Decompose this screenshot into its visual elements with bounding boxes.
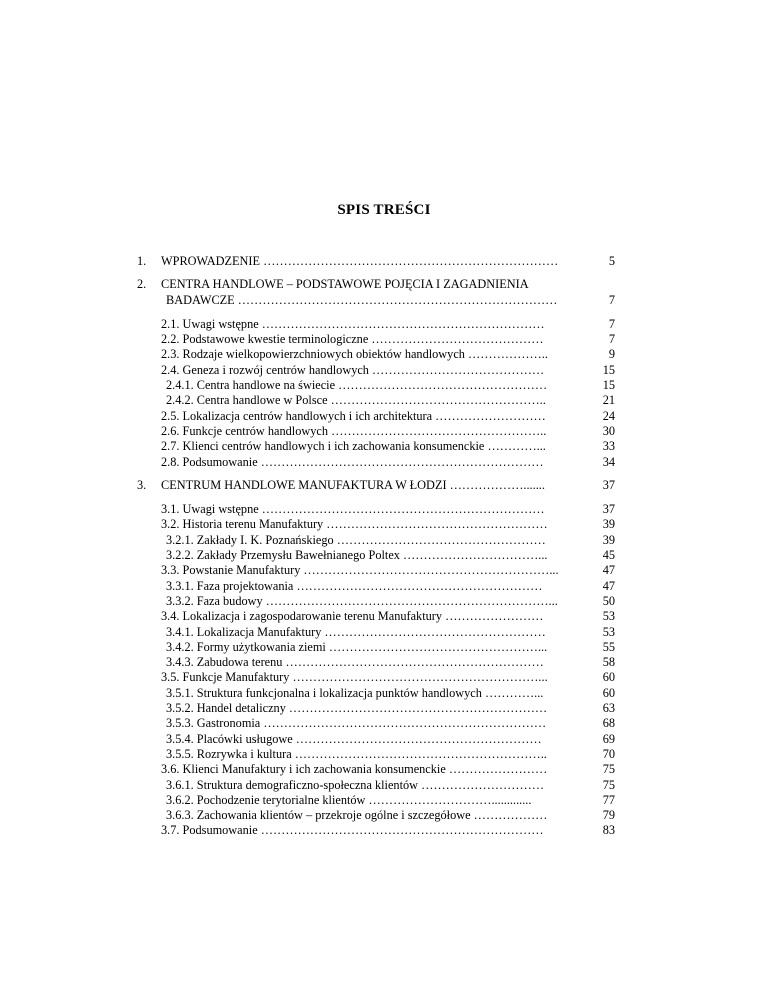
toc-entry-text: 2.5. Lokalizacja centrów handlowych i ich architektura ………………………	[161, 408, 546, 423]
toc-page-number: 39	[602, 532, 615, 547]
toc-entry	[137, 409, 615, 424]
toc-chapter-number: 2.	[137, 277, 147, 292]
toc-page-number: 24	[602, 408, 615, 423]
page-title: SPIS TREŚCI	[337, 202, 431, 218]
toc-page-number: 69	[602, 731, 615, 746]
toc-page-number: 53	[602, 624, 615, 639]
toc-entry-text: 3.3. Powstanie Manufaktury ……………………………………………………...	[161, 563, 559, 578]
toc-entry-text: 3.2. Historia terenu Manufaktury ………………………………………………	[161, 517, 548, 532]
toc-entry	[137, 762, 615, 777]
toc-entry-text: 3.2.2. Zakłady Przemysłu Bawełnianego Poltex ……………………………...	[166, 548, 548, 563]
toc-page-number: 47	[602, 578, 615, 593]
toc-page-number: 30	[602, 423, 615, 438]
toc-entry	[137, 378, 615, 393]
toc-page-number: 83	[602, 823, 615, 838]
toc-entry-text: 2.8. Podsumowanie ……………………………………………………………	[161, 454, 544, 469]
toc-entry	[137, 670, 615, 685]
toc-page-number: 7	[608, 292, 615, 307]
toc-page-number: 47	[602, 563, 615, 578]
toc-page-number: 45	[602, 548, 615, 563]
toc-page-number: 58	[602, 655, 615, 670]
toc-entry-text: 2.4. Geneza i rozwój centrów handlowych ……………………………………	[161, 362, 545, 377]
toc-page-number: 37	[602, 477, 615, 492]
toc-entry	[137, 716, 615, 731]
toc-page-number: 37	[602, 502, 615, 517]
toc-entry	[137, 455, 615, 470]
toc-entry-text: 3.4. Lokalizacja i zagospodarowanie terenu Manufaktury ……………………	[161, 609, 544, 624]
toc-entry-text: 3.3.2. Faza budowy ……………………………………………………………...	[166, 593, 558, 608]
toc-entry-text: CENTRA HANDLOWE – PODSTAWOWE POJĘCIA I ZAGADNIENIA	[161, 277, 529, 292]
toc-page-number: 60	[602, 685, 615, 700]
toc-entry-text: 2.4.1. Centra handlowe na świecie ……………………………………………	[166, 378, 548, 393]
toc-page-number: 33	[602, 439, 615, 454]
toc-section-3-list	[137, 502, 615, 839]
toc-chapter-1	[137, 254, 615, 269]
toc-page-number: 9	[608, 347, 615, 362]
toc-page-number: 21	[602, 393, 615, 408]
toc-entry	[137, 793, 615, 808]
toc-entry	[137, 563, 615, 578]
toc-entry-text: 3.4.3. Zabudowa terenu ………………………………………………………	[166, 655, 544, 670]
toc-entry-text: 2.2. Podstawowe kwestie terminologiczne ……………………………………	[161, 332, 544, 347]
toc-entry	[137, 609, 615, 624]
toc-entry	[137, 332, 615, 347]
toc-entry-text: 3.2.1. Zakłady I. K. Poznańskiego ……………………………………………	[166, 532, 546, 547]
toc-entry	[137, 778, 615, 793]
toc-page-number: 70	[602, 746, 615, 761]
toc-entry	[137, 363, 615, 378]
toc-page-number: 50	[602, 593, 615, 608]
toc-entry	[137, 548, 615, 563]
toc-entry-text: BADAWCZE ……………………………………………………………………	[166, 292, 558, 307]
toc-page-number: 60	[602, 670, 615, 685]
toc-page-number: 53	[602, 609, 615, 624]
toc-entry-text: 3.7. Podsumowanie ……………………………………………………………	[161, 823, 544, 838]
toc-entry	[137, 347, 615, 362]
toc-entry-text: WPROWADZENIE ………………………………………………………………	[161, 254, 559, 268]
toc-entry	[137, 517, 615, 532]
toc-page-number: 75	[602, 777, 615, 792]
toc-entry-text: 3.6. Klienci Manufaktury i ich zachowania konsumenckie ……………………	[161, 762, 548, 777]
toc-entry-text: 3.3.1. Faza projektowania ……………………………………………………	[166, 578, 543, 593]
toc-entry-text: 3.4.2. Formy użytkowania ziemi ……………………………………………...	[166, 639, 548, 654]
toc-entry	[137, 732, 615, 747]
toc-page-number: 39	[602, 517, 615, 532]
toc-entry-text: 2.6. Funkcje centrów handlowych ……………………………………………..	[161, 423, 547, 438]
toc-entry-text: 3.5.3. Gastronomia ……………………………………………………………	[166, 716, 547, 731]
toc-entry	[137, 640, 615, 655]
toc-chapter-2	[137, 277, 615, 292]
toc-entry-text: 3.6.3. Zachowania klientów – przekroje ogólne i szczegółowe ………………	[166, 808, 548, 823]
toc-page-number: 15	[602, 378, 615, 393]
toc-entry	[137, 808, 615, 823]
toc-page-number: 75	[602, 762, 615, 777]
toc-page-number: 63	[602, 701, 615, 716]
toc-entry-text: 3.5.2. Handel detaliczny ………………………………………………………	[166, 701, 548, 716]
toc-entry-text: 3.5. Funkcje Manufaktury ……………………………………………………...	[161, 670, 548, 685]
toc-page-number: 34	[602, 454, 615, 469]
toc-entry	[137, 579, 615, 594]
toc-entry	[137, 533, 615, 548]
toc-entry-text: CENTRUM HANDLOWE MANUFAKTURA W ŁODZI ……………….......	[161, 477, 545, 492]
toc-entry	[137, 502, 615, 517]
toc-entry-text: 3.4.1. Lokalizacja Manufaktury ………………………………………………	[166, 624, 546, 639]
toc-entry	[137, 686, 615, 701]
toc-chapter-number: 3.	[137, 477, 147, 492]
toc-entry	[137, 747, 615, 762]
toc-entry	[137, 424, 615, 439]
toc-entry	[137, 439, 615, 454]
toc-entry-text: 2.7. Klienci centrów handlowych i ich zachowania konsumenckie …………...	[161, 439, 546, 454]
toc-entry-text: 3.6.1. Struktura demograficzno-społeczna klientów …………………………	[166, 777, 545, 792]
toc-entry-text: 3.1. Uwagi wstępne ……………………………………………………………	[161, 502, 545, 517]
toc-page-number: 7	[608, 316, 615, 331]
toc-entry	[137, 625, 615, 640]
toc-entry-text: 3.6.2. Pochodzenie terytorialne klientów ………………………….............	[166, 792, 532, 807]
toc-page-number: 7	[608, 332, 615, 347]
toc-page-number: 68	[602, 716, 615, 731]
toc-entry	[137, 823, 615, 838]
toc-section-2-list	[137, 317, 615, 470]
toc-entry	[137, 317, 615, 332]
toc-chapter-number: 1.	[137, 254, 147, 268]
toc-entry-text: 3.5.4. Placówki usługowe ……………………………………………………	[166, 731, 542, 746]
toc-page-number: 5	[608, 254, 615, 268]
toc-chapter-2-continuation	[137, 293, 615, 308]
toc-page-number: 55	[602, 639, 615, 654]
toc-entry	[137, 393, 615, 408]
toc-entry-text: 3.5.5. Rozrywka i kultura ……………………………………………………..	[166, 746, 547, 761]
toc-entry	[137, 594, 615, 609]
toc-entry-text: 3.5.1. Struktura funkcjonalna i lokalizacja punktów handlowych …………...	[166, 685, 544, 700]
toc-page-number: 15	[602, 362, 615, 377]
toc-entry	[137, 701, 615, 716]
toc-entry	[137, 655, 615, 670]
toc-page-number: 77	[602, 792, 615, 807]
toc-page-number: 79	[602, 808, 615, 823]
toc-entry-text: 2.3. Rodzaje wielkopowierzchniowych obiektów handlowych ………………..	[161, 347, 548, 362]
toc-chapter-3	[137, 478, 615, 493]
toc-entry-text: 2.1. Uwagi wstępne ……………………………………………………………	[161, 316, 545, 331]
toc-entry-text: 2.4.2. Centra handlowe w Polsce ……………………………………………..	[166, 393, 546, 408]
table-of-contents	[137, 254, 615, 839]
